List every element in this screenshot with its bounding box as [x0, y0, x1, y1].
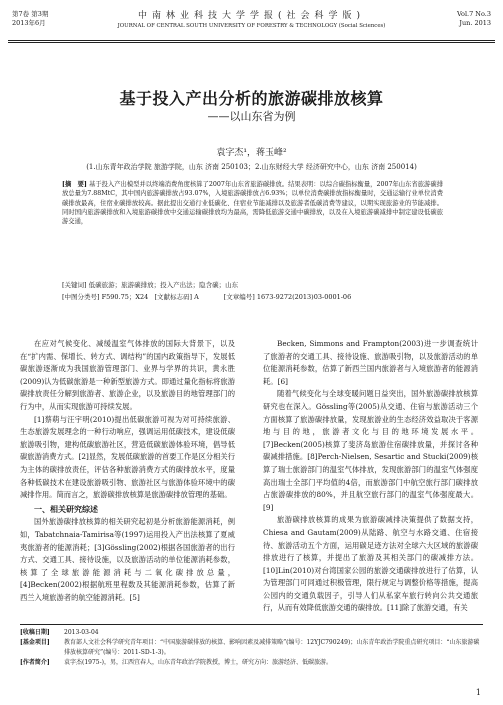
authors: 袁字杰¹，蒋玉峰²	[216, 148, 287, 158]
issue-date: 2013年6月	[12, 19, 46, 27]
abstract-text: 基于投入产出模型并以终端消费角度核算了2007年山东省旅游碳排放。结果表明：以综合碳指标衡量，2007年山东省旅游碳排放总量为7.88MtC，其中国内旅游碳排放占93.07%，入境旅游碳排放占6.93%；以单位消费碳排放指标衡量时，交通运输行业单位消费碳排放最高，住宿业碳排放较高。据此提出交通行业低碳化、住宿业节能减排以及旅游者低碳消费等建议，以期实现旅游业的节能减排。同时国内旅游碳排放和入境旅游碳排放中交通运输碳排放均为最高，需降低旅游交通中碳排放，以及在入境旅游碳减排中制定建设低碳旅游交通，	[62, 181, 443, 226]
journal-name	[88, 8, 415, 29]
footnotes	[20, 628, 483, 668]
body-paragraph: 旅游碳排放核算的成果为旅游碳减排决策提供了数据支持，Chiesa and Gautam(2009)从陆路、航空与水路交通、住宿接待、旅游活动五个方面，运用碳足迹方法对全球六大区域的旅游碳排放进行了核算，并提出了旅游及其相关部门的碳减排方法。[10]Lin(2010)对台湾国家公园的旅游交通碳排放进行了估算，认为管理部门可同通过积极管理，限行规定与调整价格等措施，提高公园内的交通负载因子，引导人们从私家车旅行转向公共交通旅行，从而有效降低旅游交通的碳排放。[11]除了旅游交通，有关	[263, 515, 478, 613]
header-rule-double	[8, 42, 495, 43]
body-paragraph: 国外旅游碳排放核算的相关研究起初是分析旅游能源消耗，例如，Tabatchnaia-Tamirisa等(1997)运用投入产出法核算了夏威夷旅游者的能源消耗；[3]Gössling(2002)根据各国旅游者的出行方式、交通工具、接待设施，以及旅游活动的单位能源消耗参数，核算了全球旅游能源消耗与二氧化碳排放总量，[4]Becken(2002)根据航班里程数及其能源消耗参数，估算了新西兰入境旅游者的航空能源消耗。[5]	[20, 517, 235, 602]
article-title: 基于投入产出分析的旅游碳排放核算	[119, 89, 384, 108]
journal-name-cn: 中南林业科技大学学报(社会科学版)	[137, 11, 366, 21]
page-number: 1	[475, 688, 481, 697]
body-paragraph: [1]蔡萌与汪宇明(2010)提出低碳旅游可视为对可持续旅游、生态旅游发展理念的一种行动响应，强调运用低碳技术，建设低碳旅游吸引物，建构低碳旅游社区，营造低碳旅游体验环境，倡导低碳旅游消费方式。[2]显然，发展低碳旅游的首要工作是区分相关行为主体的碳排放责任，评估各种旅游消费方式的碳排放水平，度量各种低碳技术在建设旅游吸引物、旅游社区与旅游体验环境中的碳减排作用。简而言之，旅游碳排放核算是旅游碳排放管理的基础。	[20, 414, 235, 500]
journal-header	[8, 6, 495, 40]
article-no-value: 1673-9272(2013)03-0001-06	[256, 293, 352, 301]
clc-label: [中图分类号]	[62, 293, 100, 301]
body-right-column	[263, 338, 478, 615]
body-paragraph: 随着气候变化与全球变暖问题日益突出，国外旅游碳排放核算研究也在深入。Gössling等(2005)从交通、住宿与旅游活动三个方面核算了旅游碳排放量，发现旅游业的生态经济效益取决于客源地与目的地，旅游者文化与目的地环境发展水平。[7]Becken(2005)核算了斐济岛旅游住宿碳排放量，并探讨各种碳减排措施。[8]Perch-Nielsen, Sesartic and Stucki(2009)核算了瑞士旅游部门的温室气体排放，发现旅游部门的温室气体强度高出瑞士全部门平均值的4倍，而旅游部门中航空旅行部门碳排放占旅游碳排放的80%，并且航空旅行部门的温室气体强度最大。[9]	[263, 389, 478, 512]
keywords-text: 低碳旅游；旅游碳排放；投入产出法；隐含碳；山东	[88, 281, 239, 289]
footnote-rule	[20, 624, 483, 625]
footnote-author-bio: [作者简介] 袁字杰(1975-)，男，江西宜春人，山东青年政治学院教授，博士，研究方向：旅游经济、低碳旅游。	[20, 659, 332, 666]
doc-code-value: A	[194, 293, 199, 301]
body-paragraph: Becken, Simmons and Frampton(2003)进一步调查统计了旅游者的交通工具、接待设施、旅游吸引物，以及旅游活动的单位能源消耗参数，估算了新西兰国内旅游者与入境旅游者的能源消耗。[6]	[263, 339, 478, 386]
doc-code-label: [文献标志码]	[154, 293, 193, 301]
affiliation: (1.山东青年政治学院 旅游学院，山东 济南 250103；2.山东财经大学 经济研究中心，山东 济南 250014)	[86, 163, 417, 171]
article-no-label: [文章编号]	[223, 293, 255, 301]
classification-line	[62, 292, 443, 301]
keywords-label: [关键词]	[62, 281, 87, 289]
body-paragraph: 在应对气候变化、减缓温室气体排放的国际大背景下，以及在“扩内需、保增长、转方式、调结构”的国内政策指导下，发展低碳旅游逐渐成为我国旅游管理部门、业界与学界的共识，黄永胜(2009)认为低碳旅游是一种新型旅游方式。即通过量化指标将旅游碳排放责任分解到旅游者、旅游企业，以及旅游目的地管理部门的行为中，从而实现旅游可持续发展。	[20, 339, 235, 411]
footnote-funding: [基金项目] 教育部人文社会科学研究青年项目：“中国旅游碳排放的核算、影响因素及减排策略”(编号：12YJC790249)；山东青年政治学院重点研究项目：“山东旅游碳排放核算研究”(编号：2011-SD-1-3)。	[20, 639, 480, 656]
section-heading: 一、相关研究综述	[34, 503, 98, 514]
abstract	[62, 180, 443, 226]
clc-value: F590.75；X24	[101, 293, 149, 301]
abstract-label: [摘 要]	[62, 181, 87, 188]
body-left-column	[20, 338, 235, 604]
issue-info	[12, 10, 48, 28]
footnote-received: [收稿日期] 2013-03-04	[20, 629, 99, 636]
issue-info-en	[457, 10, 491, 28]
header-rule	[8, 40, 495, 41]
keywords	[62, 280, 443, 289]
issue-date-en: Jun. 2013	[459, 19, 491, 27]
volume-issue: 第7卷 第3期	[12, 10, 49, 18]
volume-issue-en: Vol.7 No.3	[456, 10, 491, 18]
journal-name-en: JOURNAL OF CENTRAL SOUTH UNIVERSITY OF FORESTRY & TECHNOLOGY (Social Sciences)	[117, 23, 386, 29]
article-subtitle: ——以山东省为例	[207, 110, 296, 123]
